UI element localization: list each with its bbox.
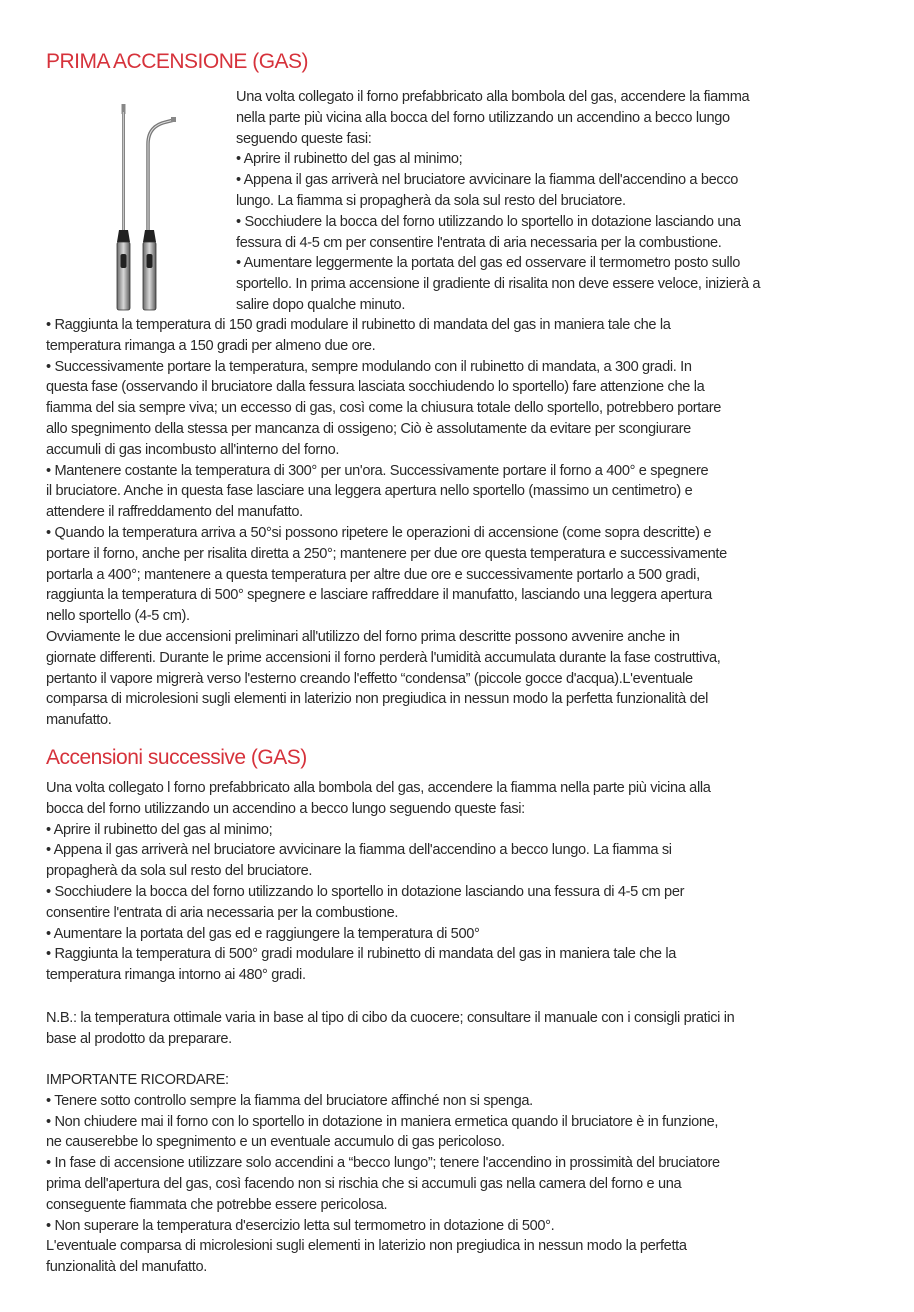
nota-bene-paragraph [46, 1008, 871, 1050]
important-heading: IMPORTANTE RICORDARE: [46, 1072, 229, 1088]
text-line: raggiunta la temperatura di 500° spegnere e lasciare raffreddare il manufatto, lasciando una leggera apertura [46, 587, 712, 604]
text-line: base al prodotto da preparare. [46, 1030, 232, 1047]
bullet-line: • Aprire il rubinetto del gas al minimo; [46, 821, 273, 838]
text-line: nello sportello (4-5 cm). [46, 608, 190, 625]
text-line: fessura di 4-5 cm per consentire l'entrata di aria necessaria per la combustione. [236, 234, 722, 251]
text-line: sportello. In prima accensione il gradiente di risalita non deve essere veloce, inizierà a [236, 276, 761, 293]
bullet-line: • Tenere sotto controllo sempre la fiamma del bruciatore affinché non si spenga. [46, 1092, 533, 1109]
text-line: attendere il raffreddamento del manufatto. [46, 504, 303, 521]
bullet-line: • Aprire il rubinetto del gas al minimo; [236, 151, 463, 168]
bullet-line: • Appena il gas arriverà nel bruciatore avvicinare la fiamma dell'accendino a becco [236, 172, 739, 189]
bullet-line: • In fase di accensione utilizzare solo accendini a “becco lungo”; tenere l'accendino in prossimità del bruciatore [46, 1155, 720, 1172]
accensioni-successive-body [46, 778, 871, 986]
text-line: pertanto il vapore migrerà verso l'esterno creando l'effetto “condensa” (piccole gocce d'acqua).L'eventuale [46, 670, 693, 687]
text-line: comparsa di microlesioni sugli elementi in laterizio non pregiudica in nessun modo la perfetta funzionalità del [46, 691, 709, 708]
section-title-prima-accensione: PRIMA ACCENSIONE (GAS) [46, 50, 309, 73]
text-line: il bruciatore. Anche in questa fase lasciare una leggera apertura nello sportello (massimo un centimetro) e [46, 483, 693, 500]
prima-accensione-body [46, 315, 871, 731]
text-line: allo spegnimento della stessa per mancanza di ossigeno; Ciò è assolutamente da evitare per scongiurare [46, 420, 691, 437]
text-line: prima dell'apertura del gas, così facendo non si rischia che si accumuli gas nella camera del forno e una [46, 1175, 682, 1192]
bullet-line: • Aumentare la portata del gas ed e raggiungere la temperatura di 500° [46, 925, 480, 942]
text-line: L'eventuale comparsa di microlesioni sugli elementi in laterizio non pregiudica in nessun modo la perfetta [46, 1238, 687, 1255]
intro-paragraph [236, 87, 866, 316]
text-line: ne causerebbe lo spegnimento e un eventuale accumulo di gas pericoloso. [46, 1134, 505, 1151]
text-line: portare il forno, anche per risalita diretta a 250°; mantenere per due ore questa temperatura e successivamente [46, 545, 727, 562]
bullet-line: • Aumentare leggermente la portata del gas ed osservare il termometro posto sullo [236, 255, 741, 272]
text-line: Una volta collegato l forno prefabbricato alla bombola del gas, accendere la fiamma nella parte più vicina alla [46, 780, 711, 796]
text-line: accumuli di gas incombusto all'interno del forno. [46, 441, 340, 458]
text-line: funzionalità del manufatto. [46, 1259, 207, 1276]
text-line: propagherà da sola sul resto del bruciatore. [46, 863, 313, 880]
bullet-line: • Socchiudere la bocca del forno utilizzando lo sportello in dotazione lasciando una fessura di 4-5 cm per [46, 883, 685, 900]
important-reminders [46, 1070, 871, 1278]
text-line: consentire l'entrata di aria necessaria per la combustione. [46, 904, 399, 921]
text-line: giornate differenti. Durante le prime accensioni il forno perderà l'umidità accumulata durante la fase costruttiva, [46, 649, 721, 666]
bullet-line: • Non superare la temperatura d'esercizio letta sul termometro in dotazione di 500°. [46, 1217, 555, 1234]
text-line: bocca del forno utilizzando un accendino a becco lungo seguendo queste fasi: [46, 800, 525, 817]
bullet-line: • Successivamente portare la temperatura, sempre modulando con il rubinetto di mandata, a 300 gradi. In [46, 358, 692, 375]
text-line: temperatura rimanga a 150 gradi per almeno due ore. [46, 337, 376, 354]
text-line: seguendo queste fasi: [236, 130, 372, 147]
long-neck-lighter-icon [100, 102, 185, 314]
bullet-line: • Quando la temperatura arriva a 50°si possono ripetere le operazioni di accensione (come sopra descritte) e [46, 524, 712, 541]
bullet-line: • Socchiudere la bocca del forno utilizzando lo sportello in dotazione lasciando una [236, 213, 741, 230]
text-line: nella parte più vicina alla bocca del forno utilizzando un accendino a becco lungo [236, 109, 730, 126]
text-line: fiamma del sia sempre viva; un eccesso di gas, così come la chiusura totale dello sportello, potrebbero portare [46, 400, 721, 417]
bullet-line: • Raggiunta la temperatura di 150 gradi modulare il rubinetto di mandata del gas in maniera tale che la [46, 317, 671, 333]
text-line: questa fase (osservando il bruciatore dalla fessura lasciata socchiudendo lo sportello) fare attenzione che la [46, 379, 705, 396]
section-title-accensioni-successive: Accensioni successive (GAS) [46, 746, 307, 769]
text-line: N.B.: la temperatura ottimale varia in base al tipo di cibo da cuocere; consultare il manuale con i consigli pratici in [46, 1010, 735, 1026]
text-line: portarla a 400°; mantenere a questa temperatura per altre due ore e successivamente portarlo a 500 gradi, [46, 566, 700, 583]
text-line: lungo. La fiamma si propagherà da sola sul resto del bruciatore. [236, 192, 626, 209]
text-line: Una volta collegato il forno prefabbricato alla bombola del gas, accendere la fiamma [236, 89, 750, 105]
text-line: Ovviamente le due accensioni preliminari all'utilizzo del forno prima descritte possono avvenire anche in [46, 628, 680, 645]
text-line: manufatto. [46, 712, 112, 729]
bullet-line: • Non chiudere mai il forno con lo sportello in dotazione in maniera ermetica quando il bruciatore è in funzione, [46, 1113, 719, 1130]
text-line: salire dopo qualche minuto. [236, 296, 406, 313]
bullet-line: • Mantenere costante la temperatura di 300° per un'ora. Successivamente portare il forno a 400° e spegnere [46, 462, 709, 479]
text-line: temperatura rimanga intorno ai 480° gradi. [46, 967, 306, 984]
bullet-line: • Raggiunta la temperatura di 500° gradi modulare il rubinetto di mandata del gas in maniera tale che la [46, 946, 677, 963]
text-line: conseguente fiammata che potrebbe essere pericolosa. [46, 1196, 388, 1213]
bullet-line: • Appena il gas arriverà nel bruciatore avvicinare la fiamma dell'accendino a becco lungo. La fiamma si [46, 842, 672, 859]
